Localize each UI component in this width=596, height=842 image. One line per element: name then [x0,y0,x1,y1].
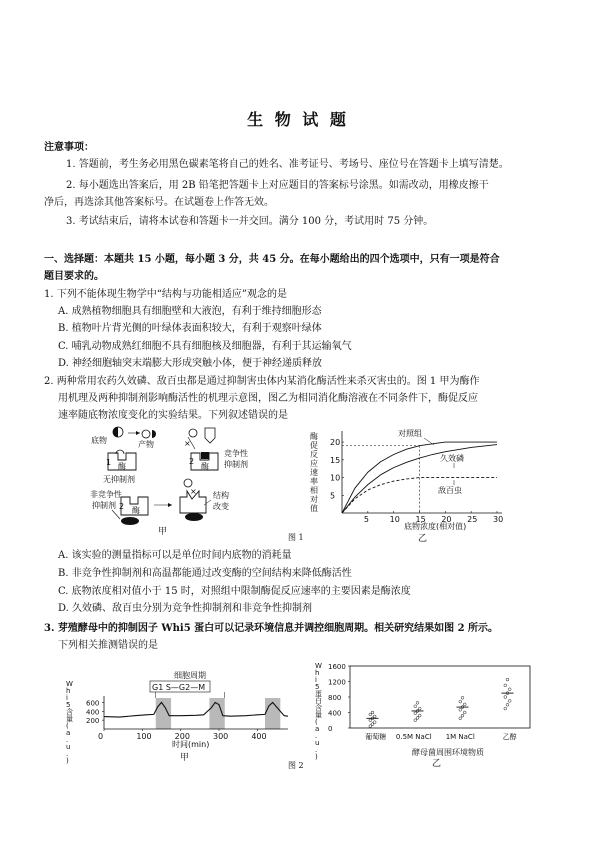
q1-stem: 1. 下列不能体现生物学中“结构与功能相适应”观念的是 [44,289,287,300]
x-category-label: 乙醇 [502,733,517,741]
ylabel-char: 率 [310,477,318,486]
ylabel-char: 5 [66,701,71,709]
ylabel-char: 5 [315,683,320,691]
curve-label-1: 久效磷 [440,454,464,463]
figure2-jia-ticks [86,699,267,741]
q1-option-d: D. 神经细胞轴突末端膨大形成突触小体，便于神经递质释放 [58,358,323,369]
ylabel-char: . [315,732,318,740]
figure1-yi-ylabel [310,431,318,513]
figure1-yi-ticks [330,438,503,524]
figure2-yi-xlabel: 酵母菌周围环境物质 [412,748,484,757]
figure2-jia-ylabel [66,680,73,765]
figure2-yi-ticks [328,663,517,741]
figure1-caption: 图 1 [288,533,304,542]
ylabel-char: 含 [66,708,73,716]
note-item-2b: 净后，再选涂其他答案标号。在试题卷上作答无效。 [44,197,274,208]
label-noncompetitive-1: 非竞争性 [90,490,122,499]
scatter-point [414,719,417,722]
ylabel-char: h [315,669,320,677]
label-product: 产物 [138,440,154,449]
scatter-point [506,678,509,681]
scatter-point [508,688,511,691]
scatter-point [461,696,464,699]
ylabel-char: 反 [310,450,318,459]
ylabel-char: h [66,687,71,695]
substrate-circle-2 [189,429,197,437]
scatter-point [508,699,511,702]
figure1-yi-label: 乙 [418,534,428,543]
y-tick-label: 1200 [328,678,346,687]
q2-option-d: D. 久效磷、敌百虫分别为竞争性抑制剂和非竞争性抑制剂 [58,603,313,614]
ylabel-char: 量 [66,715,73,723]
figure2-jia-label: 甲 [180,753,190,763]
scatter-point [371,711,374,714]
y-tick-label: 5 [330,491,336,501]
ylabel-char: 相 [310,486,318,495]
noncompetitive-inhibitor-shape [121,517,139,525]
cross-mark-2: × [190,487,197,496]
q3-stem-2: 下列相关推测错误的是 [58,640,158,651]
ylabel-char: u [66,743,71,751]
scatter-point [373,715,376,718]
scatter-point [459,717,462,720]
label-num-1: 1 [106,458,112,467]
figure1-yi-chart [304,425,514,543]
note-item-1: 1. 答题前，考生务必用黑色碳素笔将自己的姓名、准考证号、考场号、座位号在答题卡上填写清楚。 [66,159,509,170]
section1-heading-b: 题目要求的。 [44,271,104,282]
y-tick-label: 20 [330,438,341,448]
substrate-circle-3 [184,479,192,487]
label-noncompetitive-2: 抑制剂 [92,501,116,510]
note-item-2a: 2. 每小题选出答案后，用 2B 铅笔把答题卡上对应题目的答案标号涂黑。如需改动，用橡皮擦干 [66,180,489,191]
x-tick-label: 25 [467,515,478,524]
figure1-yi-xlabel: 底物浓度(相对值) [404,522,467,531]
scatter-point [414,705,417,708]
figure2-jia-xlabel: 时间(min) [172,740,210,749]
x-tick-label: 100 [136,732,152,741]
section1-heading-a: 一、选择题：本题共 15 小题，每小题 3 分，共 45 分。在每小题给出的四个选项中，只有一项是符合 [44,254,500,265]
scatter-point [504,707,507,710]
x-tick-label: 10 [389,515,400,524]
cross-mark-1: × [184,439,191,448]
competitive-inhibitor-shape [205,428,215,443]
y-tick-label: 600 [86,699,100,708]
ylabel-char: i [66,694,68,702]
whi5-line [104,702,288,717]
scatter-point [416,717,419,720]
noncompetitive-inhibitor-bound [185,513,203,521]
figure2-yi-chart [312,656,537,768]
scatter-point [418,714,421,717]
scatter-point [463,703,466,706]
scatter-point [461,714,464,717]
product-circle-1 [142,430,150,438]
ylabel-char: 酶 [310,432,318,441]
curve-label-2: 敌百虫 [438,486,462,495]
label-structure-2: 改变 [213,502,229,511]
y-tick-label: 0 [328,725,333,733]
ylabel-char: 含 [315,704,322,712]
y-tick-label: 400 [328,709,342,718]
ylabel-char: . [315,746,318,754]
label-num-2: 2 [189,457,195,466]
scatter-point [504,684,507,687]
q2-stem-2: 用机理及两种抑制剂影响酶活性的机理示意图，图乙为相同消化酶溶液在不同条件下，酶促反应 [58,393,478,404]
label-enzyme-1: 酶 [118,462,126,471]
figure2-caption: 图 2 [288,761,304,770]
noncompetitive-pointer [112,510,120,519]
scatter-point [418,707,421,710]
ylabel-char: 对 [310,495,318,504]
figure2-jia-shaded-periods [156,692,281,729]
label-no-inhibitor: 无抑制剂 [103,475,135,484]
ylabel-char: 速 [310,468,318,477]
scatter-point [506,703,509,706]
ylabel-char: . [66,750,69,758]
ylabel-char: ) [66,757,69,765]
ylabel-char: a [66,729,71,737]
ylabel-char: 量 [315,711,322,719]
q1-option-c: C. 哺乳动物成熟红细胞不具有细胞核及细胞器，有利于其运输氧气 [58,341,352,352]
y-tick-label: 200 [86,717,100,726]
reaction-arrowhead-1 [136,431,140,435]
label-enzyme-2: 酶 [201,462,209,471]
x-tick-label: 15 [415,515,426,524]
figure2-yi-ylabel [315,662,322,761]
x-tick-label: 400 [251,732,267,741]
label-substrate: 底物 [91,436,107,445]
substrate-half [113,427,118,437]
cell-cycle-label: 细胞周期 [174,671,206,680]
ylabel-char: 值 [310,504,318,513]
scatter-point [416,701,419,704]
ylabel-char: ( [66,722,69,730]
reaction-arrowhead-2 [168,503,172,507]
ylabel-char: i [315,676,317,684]
product-half [152,430,156,438]
q1-option-b: B. 植物叶片背光侧的叶绿体表面积较大，有利于观察叶绿体 [58,323,322,334]
label-structure-1: 结构 [213,491,229,500]
structure-pointer [204,500,211,505]
note-item-3: 3. 考试结束后，请将本试卷和答题卡一并交回。满分 100 分，考试用时 75 分钟。 [66,216,434,227]
ylabel-char: u [315,739,320,747]
scatter-point [414,712,417,715]
x-category-label: 0.5M NaCl [395,733,432,741]
x-tick-label: 0 [98,732,104,741]
figure2-yi-points [367,678,514,727]
figure2-jia-chart [62,668,302,768]
ylabel-char: W [66,680,73,688]
ylabel-char: 白 [315,697,322,705]
label-num-3: 2 [119,502,125,511]
label-competitive: 竞争性 [224,449,248,458]
phases-label: G1 S—G2—M [152,683,206,692]
scatter-point [463,711,466,714]
label-enzyme-3: 酶 [132,506,140,515]
scatter-point [373,721,376,724]
q1-option-a: A. 成熟植物细胞具有细胞壁和大液泡，有利于维持细胞形态 [58,306,322,317]
scatter-point [459,700,462,703]
page-title: 生 物 试 题 [247,110,349,129]
x-tick-label: 200 [174,732,190,741]
ylabel-char: ( [315,718,318,726]
figure1-jia-diagram [88,425,288,540]
x-tick-label: 20 [441,515,452,524]
q2-option-b: B. 非竞争性抑制剂和高温都能通过改变酶的空间结构来降低酶活性 [58,568,352,579]
figure2-jia-series [104,702,288,717]
x-tick-label: 30 [493,515,504,524]
figure2-yi-label: 乙 [432,759,442,768]
x-tick-label: 300 [213,732,229,741]
x-category-label: 葡萄糖 [365,733,387,741]
q3-stem-1: 3. 芽殖酵母中的抑制因子 Whi5 蛋白可以记录环境信息并调控细胞周期。相关研究结果如图 2 所示。 [44,623,499,634]
y-tick-label: 1600 [328,663,346,671]
ylabel-char: 应 [310,459,318,468]
y-tick-label: 800 [328,694,342,702]
curve-label-0: 对照组 [398,429,422,438]
label-competitive-inhibitor: 抑制剂 [224,460,248,469]
q2-option-c: C. 底物浓度相对值小于 15 时，对照组中限制酶促反应速率的主要因素是酶浓度 [58,586,411,597]
y-tick-label: 400 [86,708,100,717]
y-tick-label: 10 [330,473,341,483]
x-tick-label: 5 [363,515,369,524]
ylabel-char: a [315,725,320,733]
figure1-jia-label: 甲 [158,527,168,537]
q2-option-a: A. 该实验的测量指标可以是单位时间内底物的消耗量 [58,550,292,561]
competitive-inhibitor-bound [201,452,209,459]
ylabel-char: W [315,662,322,670]
ylabel-char: 促 [310,441,318,450]
notes-heading: 注意事项： [44,142,94,153]
scatter-point [504,696,507,699]
shaded-period-0 [156,698,171,729]
ylabel-char: . [66,736,69,744]
q2-stem-1: 2. 两种常用农药久效磷、敌百虫都是通过抑制害虫体内某消化酶活性来杀灭害虫的。图 1 甲为酶作 [44,376,480,387]
ylabel-char: 蛋 [315,690,322,698]
y-tick-label: 15 [330,455,341,465]
ylabel-char: ) [315,753,318,761]
q2-stem-3: 速率随底物浓度变化的实验结果。下列叙述错误的是 [58,410,288,421]
x-category-label: 1M NaCl [445,733,475,741]
scatter-point [459,708,462,711]
